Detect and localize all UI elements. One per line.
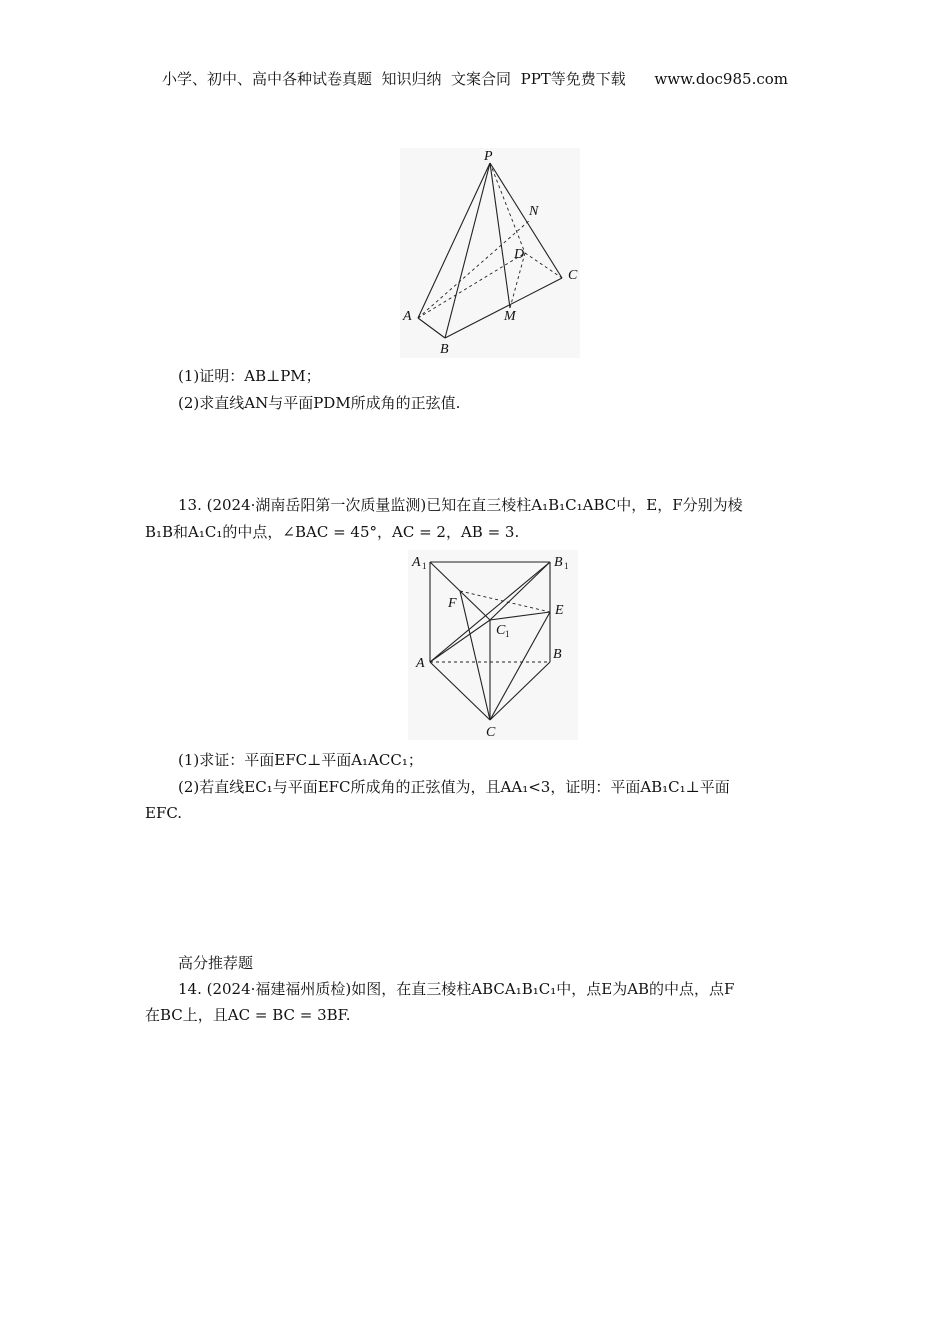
label-A: A bbox=[403, 309, 412, 324]
q12-part1: (1)证明：AB⊥PM； bbox=[178, 367, 321, 385]
label-A1-sub: 1 bbox=[422, 561, 427, 571]
q13-part2-line1: (2)若直线EC₁与平面EFC所成角的正弦值为，且AA₁<3，证明：平面AB₁C₁⊥平面 bbox=[178, 778, 730, 796]
label-D: D bbox=[514, 247, 525, 262]
label-P: P bbox=[484, 149, 493, 164]
prism-figure bbox=[408, 550, 578, 740]
q14-stem-line1: 14. (2024·福建福州质检)如图，在直三棱柱ABCA₁B₁C₁中，点E为AB的中点，点F bbox=[178, 980, 735, 998]
label-C1-sub: 1 bbox=[505, 629, 510, 639]
q13-stem-line2: B₁B和A₁C₁的中点，∠BAC = 45°，AC = 2，AB = 3. bbox=[145, 523, 520, 541]
label-E: E bbox=[555, 603, 564, 618]
label-B: B bbox=[553, 647, 562, 662]
pyramid-figure bbox=[400, 148, 580, 358]
label-A: A bbox=[416, 656, 425, 671]
label-B: B bbox=[440, 342, 449, 357]
label-C: C bbox=[486, 725, 496, 740]
page-header: 小学、初中、高中各种试卷真题 知识归纳 文案合同 PPT等免费下载 www.doc985.com bbox=[161, 70, 788, 88]
q13-part2-line2: EFC. bbox=[145, 804, 183, 822]
label-B1-sub: 1 bbox=[564, 561, 569, 571]
label-F: F bbox=[448, 596, 457, 611]
label-M: M bbox=[504, 309, 516, 324]
section-title: 高分推荐题 bbox=[178, 954, 254, 972]
label-N: N bbox=[529, 204, 539, 219]
figure-background bbox=[400, 148, 580, 358]
label-C1: C bbox=[496, 623, 506, 638]
label-C: C bbox=[568, 268, 578, 283]
q13-stem-line1: 13. (2024·湖南岳阳第一次质量监测)已知在直三棱柱A₁B₁C₁ABC中，E，F分别为棱 bbox=[178, 496, 743, 514]
q14-stem-line2: 在BC上，且AC = BC = 3BF. bbox=[145, 1006, 351, 1024]
label-A1: A bbox=[412, 555, 421, 570]
q13-part1: (1)求证：平面EFC⊥平面A₁ACC₁； bbox=[178, 751, 423, 769]
label-B1: B bbox=[554, 555, 563, 570]
q12-part2: (2)求直线AN与平面PDM所成角的正弦值. bbox=[178, 394, 461, 412]
figure-background bbox=[408, 550, 578, 740]
